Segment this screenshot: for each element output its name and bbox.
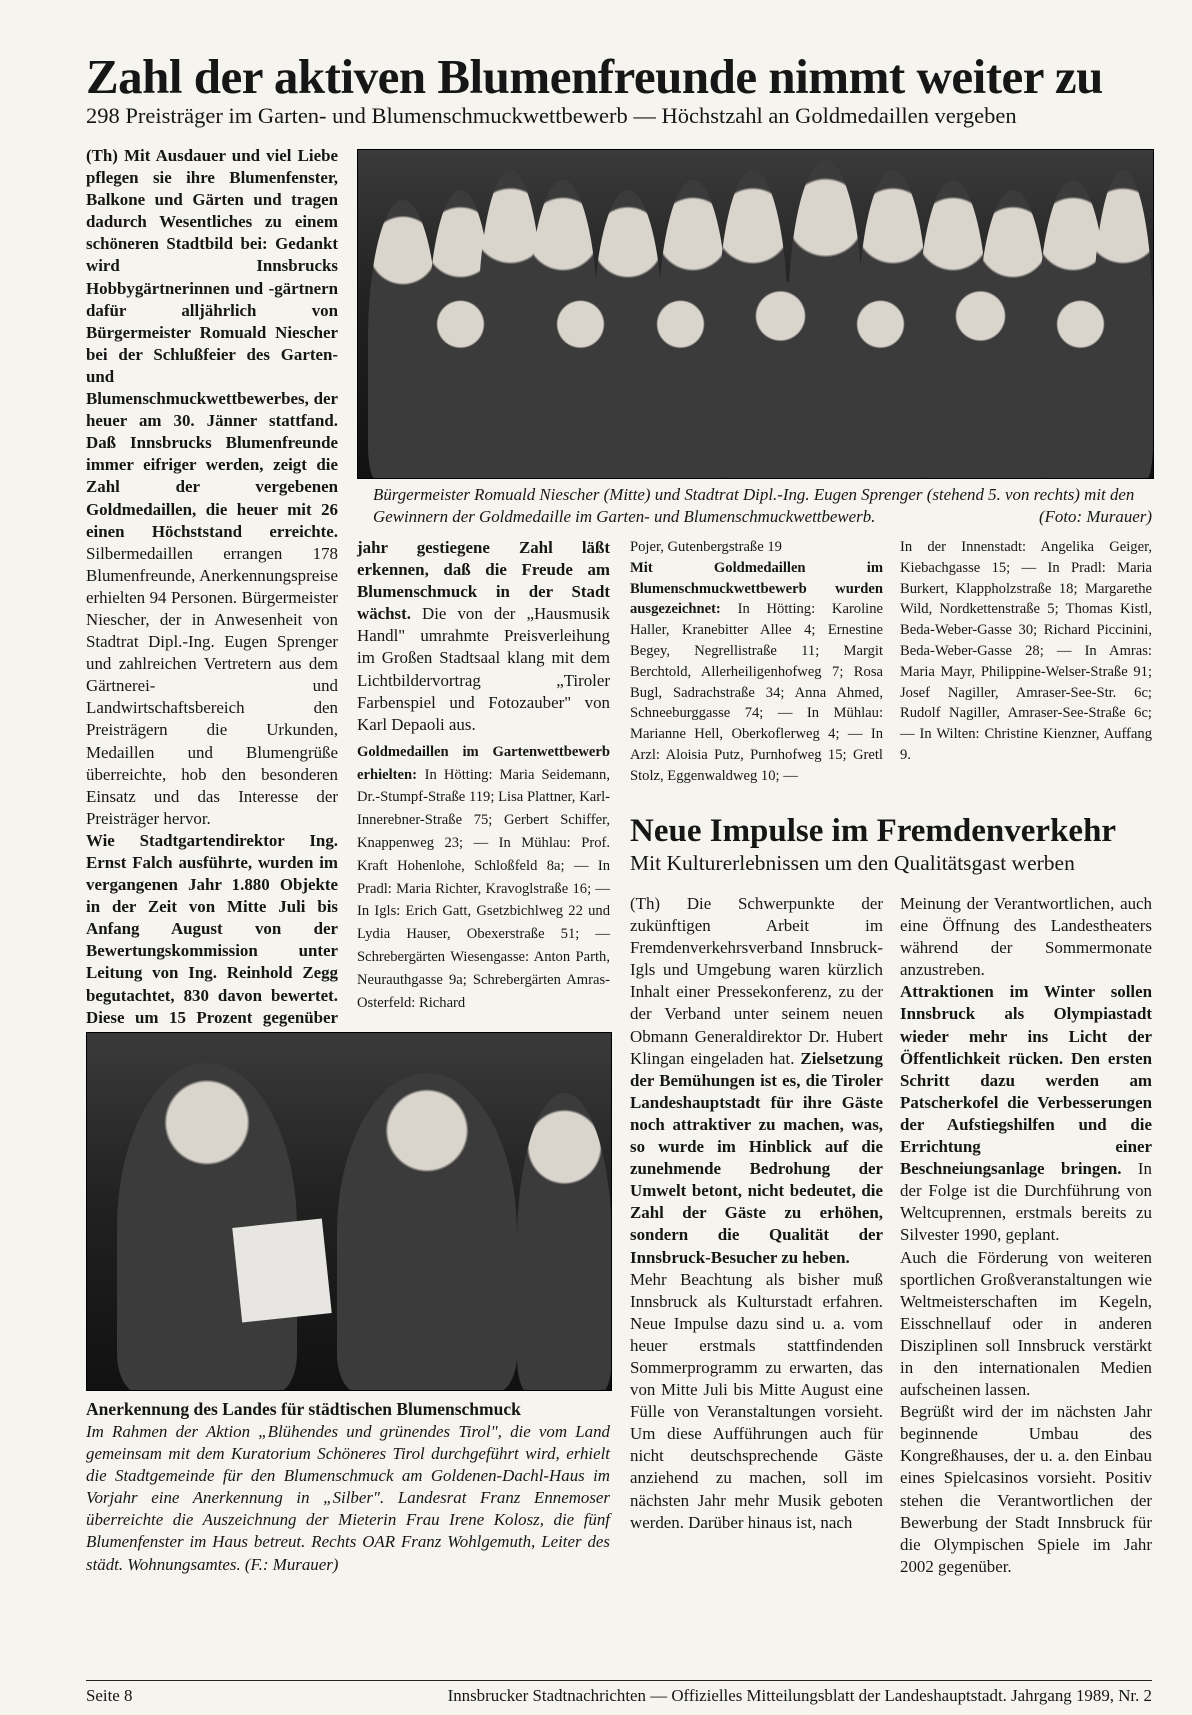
article2-column-1 (630, 893, 883, 1534)
article2-subheadline: Mit Kulturerlebnissen um den Qualitätsgast werben (630, 851, 1075, 875)
body-paragraph: Silbermedaillen errangen 178 Blumenfreunde, Anerkennungspreise erhielten 94 Personen. Bürgermeister Niescher, der in Anwesenheit von Stadtrat Dipl.-Ing. Eugen Sprenger und zahlreichen Vertretern aus dem Gärtnerei- und Landwirtschaftsbereich den Preisträgern die Urkunden, Medaillen und Blumengrüße überreichte, hob den besonderen Einsatz und das Interesse der Preisträger hervor. (86, 543, 338, 828)
list-heading: Goldmedaillen im Gartenwettbewerb erhielten: (357, 743, 610, 783)
body-paragraph-bold: jahr gestiegene Zahl läßt erkennen, daß die Freude am Blumenschmuck in der Stadt wächst. (357, 538, 610, 624)
winners-list: In Hötting: Karoline Haller, Kranebitter Allee 4; Ernestine Begey, Negrellistraße 11; Margit Berchtold, Allerheiligenhofweg 7; Rosa Bugl, Sadrachstraße 34; Anna Ahmed, Schneeburggasse 74; — In Mühlau: Marianne Hell, Oberkoflerweg 4; — In Arzl: Aloisia Putz, Purnhofweg 15; Gretl Stolz, Eggenwaldweg 10; — (630, 601, 883, 784)
group-photo-caption (373, 484, 1152, 528)
caption-text: Bürgermeister Romuald Niescher (Mitte) und Stadtrat Dipl.-Ing. Eugen Sprenger (stehend 5. von rechts) mit den Gewinnern der Goldmedaille im Garten- und Blumenschmuckwettbewerb. (373, 485, 1135, 527)
body-paragraph-bold: Zielsetzung der Bemühungen ist es, die Tiroler Landeshauptstadt für ihre Gäste noch attraktiver zu machen, was, so wurde im Hinblick auf die zunehmende Bedrohung der Umwelt betont, nicht bedeutet, die Zahl der Gäste zu erhöhen, sondern die Qualität der Innsbruck-Besucher zu heben. (630, 1048, 883, 1267)
article-headline: Zahl der aktiven Blumenfreunde nimmt weiter zu (86, 49, 1103, 104)
certificate (232, 1219, 331, 1323)
body-paragraph: Die von der „Hausmusik Handl" umrahmte Preisverleihung im Großen Stadtsaal klang mit dem Lichtbildervortrag „Tiroler Farbenspiel und Fotozauber" von Karl Depaoli aus. (357, 604, 610, 734)
article-column-3 (630, 537, 883, 787)
winners-list: In Hötting: Maria Seidemann, Dr.-Stumpf-Straße 119; Lisa Plattner, Karl-Innerebner-Straße 75; Gerbert Schiffer, Knappenweg 23; — In Mühlau: Prof. Kraft Hohenlohe, Schloßfeld 8a; — In Pradl: Maria Richter, Kravoglstraße 16; — In Igls: Erich Gatt, Gsetzbichlweg 22 und Lydia Hauser, Obexerstraße 51; — Schrebergärten Wiesengasse: Anton Parth, Neurauthgasse 9a; Schrebergärten Amras-Osterfeld: Richard (357, 766, 610, 1011)
article-column-2 (357, 537, 610, 1013)
body-paragraph: (Th) Die Schwerpunkte der zukünftigen Arbeit im Fremdenverkehrsverband Innsbruck-Igls und Umgebung waren kürzlich Inhalt einer Pressekonferenz, zu der der Verband unter seinem neuen Obmann Generaldirektor Dr. Hubert Klingan eingeladen hat. (630, 894, 883, 1068)
body-paragraph: Begrüßt wird der im nächsten Jahr beginnende Umbau des Kongreßhauses, der u. a. den Einbau eines Spielcasinos vorsieht. Positiv stehen die Verantwortlichen der Bewerbung der Stadt Innsbruck für die Olympischen Spiele im Jahr 2002 gegenüber. (900, 1402, 1152, 1576)
body-paragraph: Meinung der Verantwortlichen, auch eine Öffnung des Landestheaters während der Sommermonate anzustreben. (900, 894, 1152, 980)
article-column-1 (86, 145, 338, 1051)
publication-info: Innsbrucker Stadtnachrichten — Offizielles Mitteilungsblatt der Landeshauptstadt. Jahrgang 1989, Nr. 2 (447, 1686, 1152, 1705)
footer-rule (86, 1680, 1152, 1681)
group-photo (357, 149, 1154, 479)
body-paragraph-bold: Wie Stadtgartendirektor Ing. Ernst Falch ausführte, wurden im vergangenen Jahr 1.880 Objekte in der Zeit von Mitte Juli bis Anfang August von der Bewertungskommission unter Leitung von Ing. Reinhold Zegg begutachtet, 830 davon bewertet. Diese um 15 Prozent gegenüber (86, 830, 338, 1027)
box-text: Im Rahmen der Aktion „Blühendes und grünendes Tirol", die vom Land gemeinsam mit dem Kuratorium Schöneres Tirol durchgeführt wird, erhielt die Stadtgemeinde für den Blumenschmuck am Goldenen-Dachl-Haus im Vorjahr eine Anerkennung in „Silber". Landesrat Franz Ennemoser überreichte die Auszeichnung der Mieterin Frau Irene Kolosz, die fünf Blumenfenster im Haus betreut. Rechts OAR Franz Wohlgemuth, Leiter des städt. Wohnungsamtes. (F.: Murauer) (86, 1422, 610, 1574)
body-paragraph: In der Folge ist die Durchführung von Weltcuprennen, erstmals bereits zu Silvester 1990, geplant. (900, 1159, 1152, 1245)
winners-list: In der Innenstadt: Angelika Geiger, Kiebachgasse 15; — In Pradl: Maria Burkert, Klappholzstraße 18; Margarethe Wild, Nordkettenstraße 5; Thomas Kistl, Beda-Weber-Gasse 30; Richard Piccinini, Beda-Weber-Gasse 28; — In Amras: Maria Mayr, Philippine-Welser-Straße 91; Josef Nagiller, Amraser-See-Str. 6c; Rudolf Nagiller, Amraser-See-Straße 6c; — In Wilten: Christine Kienzner, Auffang 9. (900, 539, 1152, 763)
article2-headline: Neue Impulse im Fremdenverkehr (630, 813, 1117, 849)
article-subheadline: 298 Preisträger im Garten- und Blumenschmuckwettbewerb — Höchstzahl an Goldmedaillen vergeben (86, 103, 1017, 128)
body-paragraph: Mehr Beachtung als bisher muß Innsbruck als Kulturstadt erfahren. Neue Impulse dazu sind u. a. vom heuer erstmals stattfindenden Sommerprogramm zu erwarten, das von Mitte Juli bis Mitte August eine Fülle von Veranstaltungen vorsieht. Um diese Aufführungen auch für nicht deutschsprechende Gäste anziehend zu machen, soll im nächsten Jahr mehr Musik geboten werden. Darüber hinaus ist, nach (630, 1269, 883, 1532)
article2-column-2 (900, 893, 1152, 1578)
photo-credit: (Foto: Murauer) (1038, 507, 1152, 527)
body-paragraph: Auch die Förderung von weiteren sportlichen Großveranstaltungen wie Weltmeisterschaften im Kegeln, Eisschnellauf oder in anderen Disziplinen soll Innsbruck verstärkt in den internationalen Medien aufscheinen lassen. (900, 1247, 1152, 1400)
body-paragraph-bold: Attraktionen im Winter sollen Innsbruck als Olympiastadt wieder mehr ins Licht der Öffentlichkeit rücken. Den ersten Schritt dazu werden am Patscherkofel die Verbesserungen der Aufstiegshilfen und die Errichtung einer Beschneiungsanlage bringen. (900, 982, 1152, 1179)
lead-paragraph: (Th) Mit Ausdauer und viel Liebe pflegen sie ihre Blumenfenster, Balkone und Gärten und tragen dadurch Wesentliches zu einem schöneren Stadtbild bei: Gedankt wird Innsbrucks Hobbygärtnerinnen und -gärtnern dafür alljährlich von Bürgermeister Romuald Niescher bei der Schlußfeier des Garten- und Blumenschmuckwettbewerbes, der heuer am 30. Jänner stattfand. Daß Innsbrucks Blumenfreunde immer eifriger werden, zeigt die Zahl der vergebenen Goldmedaillen, die heuer mit 26 einen Höchststand erreichte. (86, 146, 338, 541)
list-heading: Mit Goldmedaillen im Blumenschmuckwettbewerb wurden ausgezeichnet: (630, 559, 883, 618)
page-number: Seite 8 (86, 1686, 133, 1705)
box-title: Anerkennung des Landes für städtischen Blumenschmuck (86, 1399, 521, 1419)
article-column-4 (900, 537, 1152, 766)
award-box (86, 1398, 610, 1576)
award-photo (86, 1032, 612, 1391)
list-continuation: Pojer, Gutenbergstraße 19 (630, 539, 782, 555)
